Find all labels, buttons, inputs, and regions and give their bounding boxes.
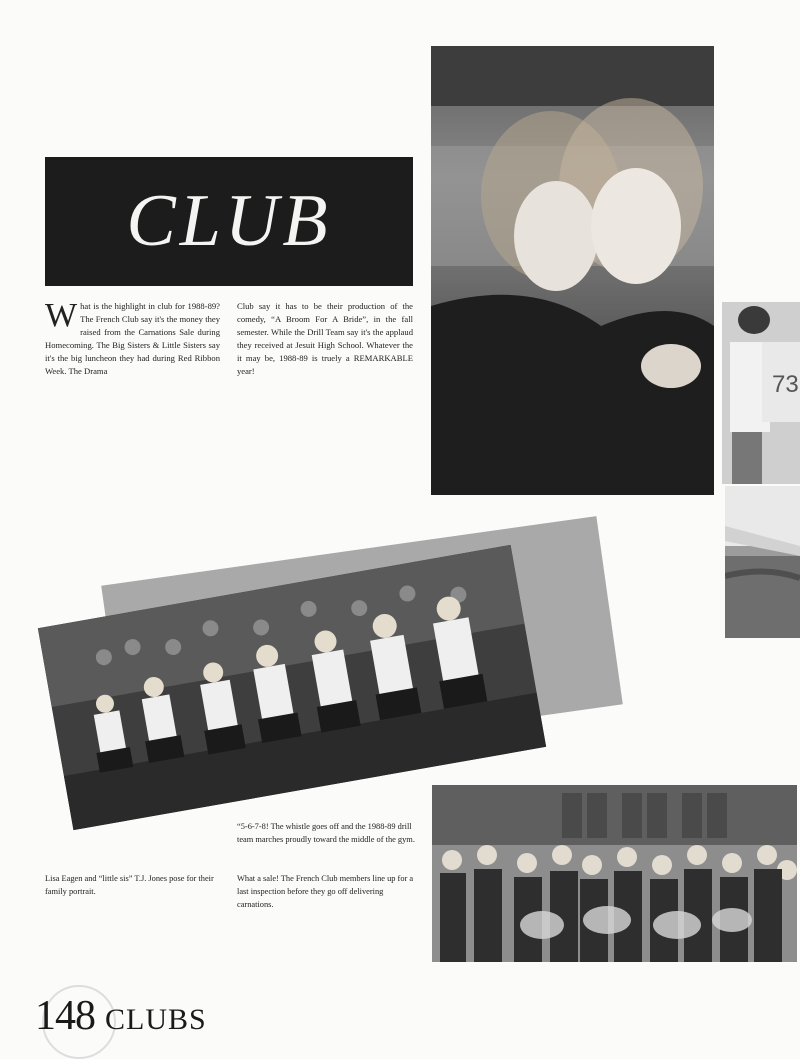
portrait-photo xyxy=(431,46,714,495)
caption-drill-text: “5-6-7-8! The whistle goes off and the 1988-89 drill team marches proudly toward the middle of the gym. xyxy=(237,822,415,844)
caption-french-text: What a sale! The French Club members line up for a last inspection before they go off delivering carnations. xyxy=(237,874,414,909)
football-photo xyxy=(722,302,800,484)
section-label: CLUBS xyxy=(105,1003,207,1036)
caption-portrait xyxy=(45,872,225,898)
french-club-photo xyxy=(432,785,797,962)
intro-text-right: Club say it has to be their production of the comedy, “A Broom For A Bride”, in the fall semester. While the Drill Team say it's the applaud they received at Jesuit High School. Whatever the it may be, 1988-89 is truely a REMARKABLE year! xyxy=(237,301,413,376)
field-photo xyxy=(725,486,800,638)
caption-french xyxy=(237,872,417,911)
page-title: CLUB xyxy=(126,180,332,262)
caption-drill xyxy=(237,820,417,846)
caption-portrait-text: Lisa Eagen and “little sis” T.J. Jones pose for their family portrait. xyxy=(45,874,214,896)
page-number: 148 xyxy=(35,993,95,1039)
jersey-number: 73 xyxy=(772,371,799,398)
intro-column-right xyxy=(237,300,413,378)
folio xyxy=(35,992,207,1040)
title-banner xyxy=(45,157,413,286)
drop-cap: W xyxy=(45,297,78,334)
intro-column-left xyxy=(45,297,220,378)
intro-text-left: hat is the highlight in club for 1988-89? The French Club say it's the money they raised from the Carnations Sale during Homecoming. The Big Sisters & Little Sisters say it's the big luncheon they had during Red Ribbon Week. The Drama xyxy=(45,301,220,376)
